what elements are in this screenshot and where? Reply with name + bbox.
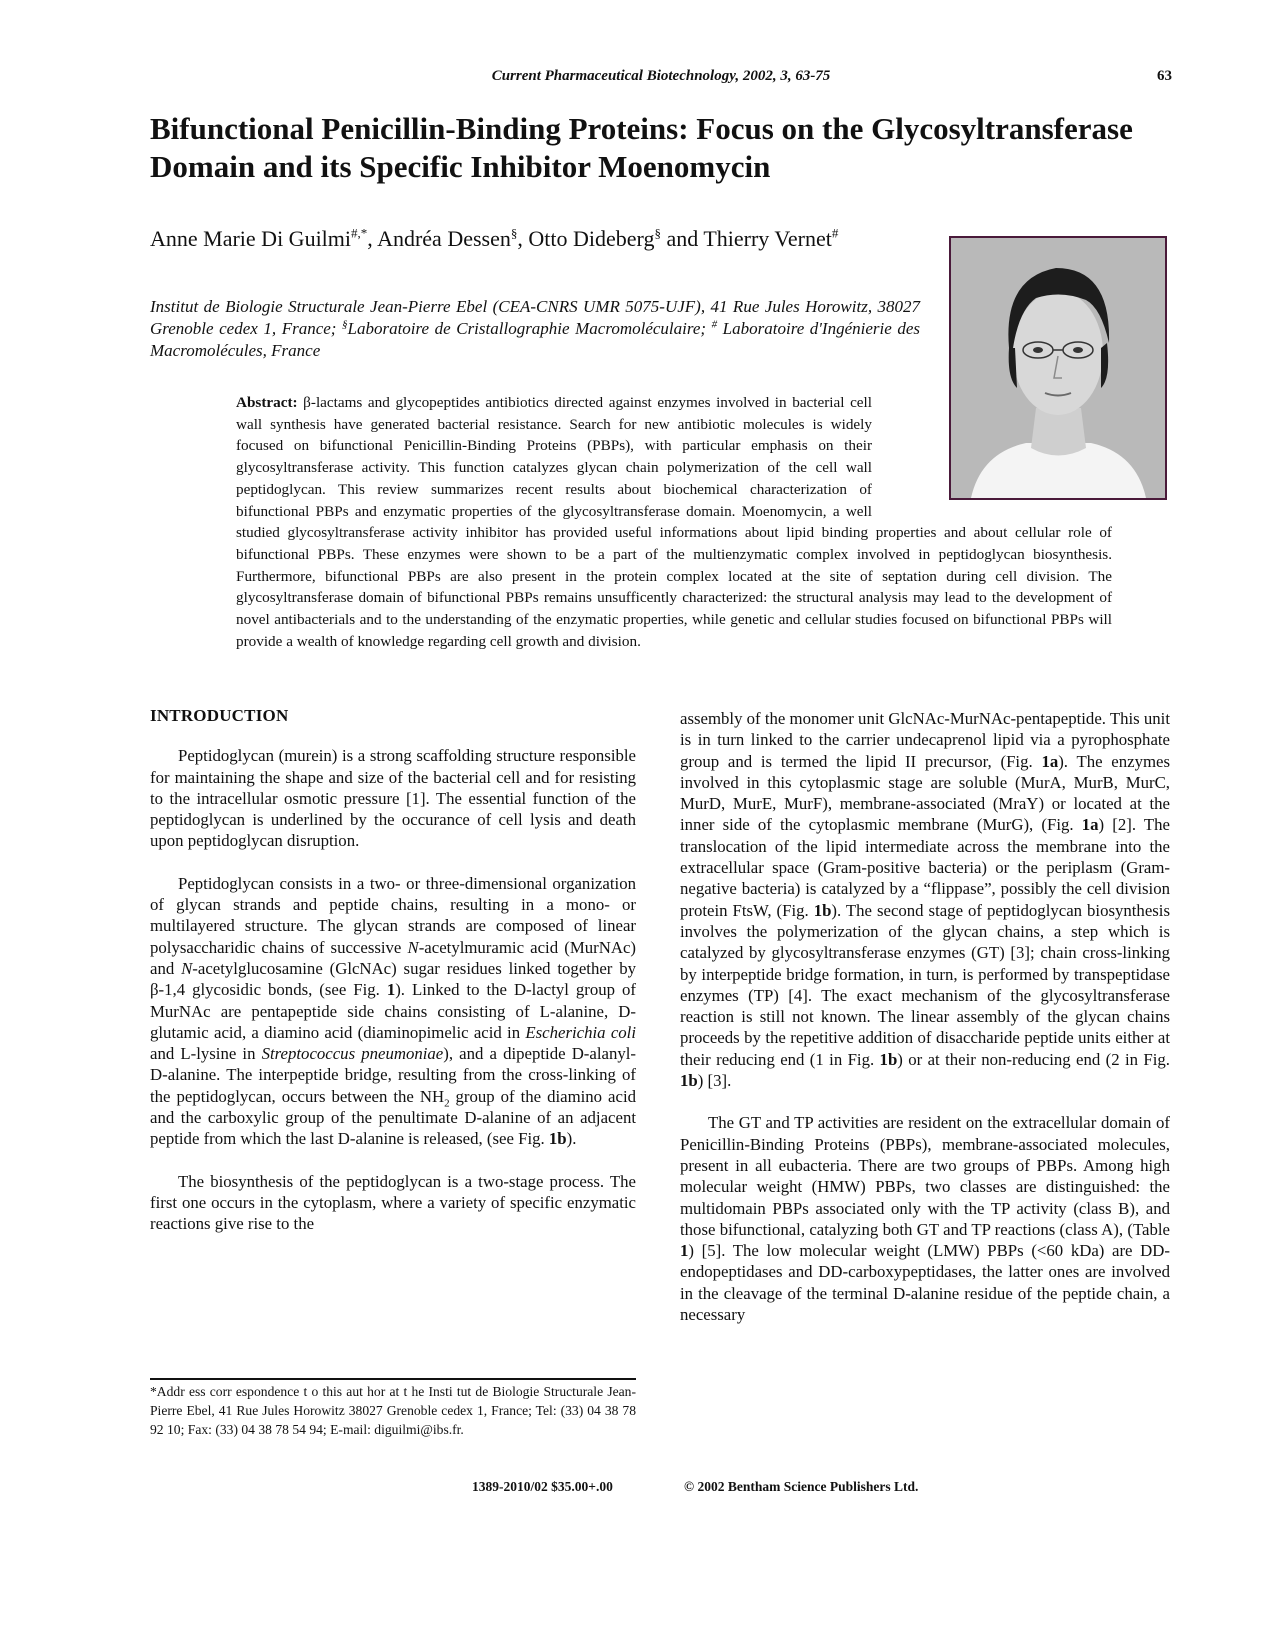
- affiliations: [150, 296, 920, 362]
- affiliation-text: Institut de Biologie Structurale Jean-Pierre Ebel (CEA-CNRS UMR 5075-UJF), 41 Rue Jules Horowitz, 38027 Grenoble cedex 1, France;: [150, 297, 920, 338]
- author-name: Otto Dideberg: [528, 226, 655, 251]
- author-affiliation-mark: #: [831, 225, 839, 241]
- copyright: © 2002 Bentham Science Publishers Ltd.: [684, 1479, 919, 1494]
- author-affiliation-mark: §: [510, 225, 518, 241]
- author-separator: ,: [367, 226, 378, 251]
- photo-wrap-space: [872, 392, 1112, 522]
- paragraph: assembly of the monomer unit GlcNAc-MurNAc-pentapeptide. This unit is in turn linked to the carrier undecaprenol lipid via a pyrophosphate group and is termed the lipid II precursor, (Fig. 1a). The enzymes involved in this cytoplasmic stage are soluble (MurA, MurB, MurC, MurD, MurE, MurF), membrane-associated (MraY) or located at the inner side of the cytoplasmic membrane (MurG), (Fig. 1a) [2]. The translocation of the lipid intermediate across the membrane into the extracellular space (Gram-positive bacteria) or the periplasm (Gram-negative bacteria) is catalyzed by a “flippase”, possibly the cell division protein FtsW, (Fig. 1b). The second stage of peptidoglycan biosynthesis involves the polymerization of the glycan chains, a step which is catalyzed by glycosyltransferase enzymes (GT) [3]; chain cross-linking by interpeptide bridge formation, in turn, is performed by transpeptidase enzymes (TP) [4]. The exact mechanism of the glycosyltransferase reaction is still not known. The linear assembly of the glycan chains proceeds by the repetitive addition of disaccharide peptide units either at their reducing end (1 in Fig. 1b) or at their non-reducing end (2 in Fig. 1b) [3].: [680, 709, 1170, 1091]
- author-separator: and: [660, 226, 704, 251]
- issn-price: 1389-2010/02 $35.00+.00: [472, 1479, 613, 1494]
- running-head: [150, 68, 1172, 90]
- abstract: [236, 392, 1112, 652]
- footnote-divider: [150, 1378, 636, 1380]
- left-column: [150, 705, 636, 1256]
- section-heading-introduction: INTRODUCTION: [150, 706, 289, 725]
- author-separator: ,: [517, 226, 529, 251]
- author-affiliation-mark: §: [654, 225, 661, 241]
- affiliation-mark: §: [342, 318, 348, 331]
- abstract-label: Abstract:: [236, 394, 298, 411]
- author-list: [150, 225, 910, 253]
- author-name: Thierry Vernet: [703, 226, 832, 251]
- paragraph: Peptidoglycan (murein) is a strong scaffolding structure responsible for maintaining the shape and size of the bacterial cell and for resisting to the intracellular osmotic pressure [1]. The essential function of the peptidoglycan is underlined by the occurance of cell lysis and death upon peptidoglycan disruption.: [150, 746, 636, 851]
- paragraph: Peptidoglycan consists in a two- or three-dimensional organization of glycan strands and peptide chains, resulting in a mono- or multilayered structure. The glycan strands are composed of linear polysaccharidic chains of successive N-acetylmuramic acid (MurNAc) and N-acetylglucosamine (GlcNAc) sugar residues linked together by β-1,4 glycosidic bonds, (see Fig. 1). Linked to the D-lactyl group of MurNAc are pentapeptide side chains consisting of L-alanine, D-glutamic acid, a diamino acid (diaminopimelic acid in Escherichia coli and L-lysine in Streptococcus pneumoniae), and a dipeptide D-alanyl-D-alanine. The interpeptide bridge, resulting from the cross-linking of the peptidoglycan, occurs between the $NH_2$ group of the diamino acid and the carboxylic group of the penultimate D-alanine of an adjacent peptide from which the last D-alanine is released, (see Fig. 1b).: [150, 873, 636, 1149]
- right-column: [680, 708, 1170, 1346]
- author-name: Anne Marie Di Guilmi: [150, 226, 352, 251]
- paragraph: The GT and TP activities are resident on the extracellular domain of Penicillin-Binding Proteins (PBPs), membrane-associated molecules, present in all eubacteria. There are two groups of PBPs. Among high molecular weight (HMW) PBPs, two classes are distinguished: the multidomain PBPs associated only with the TP activity (class B), and those bifunctional, catalyzing both GT and TP reactions (class A), (Table 1) [5]. The low molecular weight (LMW) PBPs (<60 kDa) are DD-endopeptidases and DD-carboxypeptidases, the latter ones are involved in the cleavage of the terminal D-alanine residue of the peptide chain, a necessary: [680, 1113, 1170, 1325]
- author-name: Andréa Dessen: [377, 226, 511, 251]
- paragraph: The biosynthesis of the peptidoglycan is a two-stage process. The first one occurs in the cytoplasm, where a variety of specific enzymatic reactions give rise to the: [150, 1171, 636, 1234]
- affiliation-mark: #: [711, 318, 718, 331]
- correspondence-footnote: *Addr ess corr espondence t o this aut hor at t he Insti tut de Biologie Structurale Jean-Pierre Ebel, 41 Rue Jules Horowitz 38027 Grenoble cedex 1, France; Tel: (33) 04 38 78 92 10; Fax: (33) 04 38 78 54 94; E-mail: diguilmi@ibs.fr.: [150, 1384, 636, 1437]
- affiliation-text: Laboratoire d'Ingénierie des Macromolécules, France: [150, 319, 921, 360]
- author-affiliation-mark: #,*: [351, 225, 368, 241]
- affiliation-text: Laboratoire de Cristallographie Macromoléculaire;: [347, 319, 712, 338]
- journal-citation: Current Pharmaceutical Biotechnology, 2002, 3, 63-75: [491, 68, 831, 84]
- abstract-text: β-lactams and glycopeptides antibiotics directed against enzymes involved in bacterial cell wall synthesis have generated bacterial resistance. Search for new antibiotic molecules is widely focused on bifunctional Penicillin-Binding Proteins (PBPs), with particular emphasis on their glycosyltransferase activity. This function catalyzes glycan chain polymerization of the cell wall peptidoglycan. This review summarizes recent results about biochemical characterization of bifunctional PBPs and enzymatic properties of the glycosyltransferase domain. Moenomycin, a well studied glycosyltransferase activity inhibitor has provided useful informations about lipid binding properties and about cellular role of bifunctional PBPs. These enzymes were shown to be a part of the multienzymatic complex involved in peptidoglycan biosynthesis. Furthermore, bifunctional PBPs are also present in the protein complex located at the site of septation during cell division. The glycosyltransferase domain of bifunctional PBPs remains unsufficently characterized: the structural analysis may lead to the development of novel antibacterials and to the understanding of the enzymatic properties, while genetic and cellular studies focused on bifunctional PBPs will provide a wealth of knowledge regarding cell growth and division.: [236, 394, 1112, 650]
- article-title: Bifunctional Penicillin-Binding Proteins: Focus on the Glycosyltransferase Domain and its Specific Inhibitor Moenomycin: [150, 111, 1133, 184]
- page-number: 63: [1157, 68, 1172, 84]
